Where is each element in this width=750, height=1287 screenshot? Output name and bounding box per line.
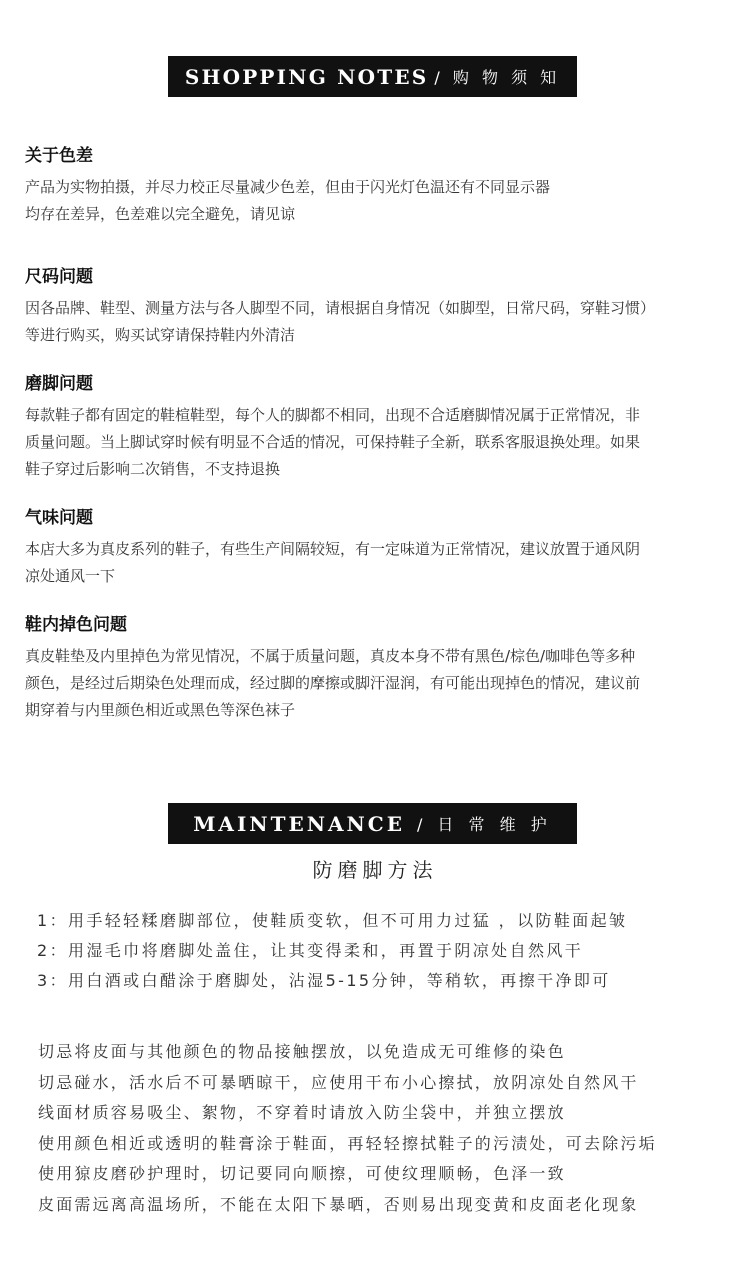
anti-chafing-method-heading: 防磨脚方法 <box>312 858 438 882</box>
maintenance-banner <box>168 803 577 844</box>
note-title: 尺码问题 <box>25 267 93 287</box>
note-sizing <box>25 265 745 349</box>
care-tip: 线面材质容易吸尘、絮物，不穿着时请放入防尘袋中，并独立摆放 <box>38 1103 566 1122</box>
maintenance-title-en: MAINTENANCE <box>193 811 405 836</box>
care-tip: 皮面需远离高温场所，不能在太阳下暴晒，否则易出现变黄和皮面老化现象 <box>38 1194 639 1214</box>
shopping-notes-banner <box>168 56 577 97</box>
care-tip: 使用颜色相近或透明的鞋膏涂于鞋面，再轻轻擦拭鞋子的污渍处，可去除污垢 <box>38 1133 657 1153</box>
method-step: 2：用湿毛巾将磨脚处盖住，让其变得柔和，再置于阴凉处自然风干 <box>37 941 584 960</box>
note-body: 每款鞋子都有固定的鞋楦鞋型，每个人的脚都不相同，出现不合适磨脚情况属于正常情况，非 质量问题。当上脚试穿时候有明显不合适的情况，可保持鞋子全新，联系客服退换处理。如果 鞋子穿过后影响二次销售，不支持退换 <box>25 406 641 478</box>
note-title: 气味问题 <box>25 508 93 528</box>
care-tips-list <box>38 1037 743 1220</box>
care-tip: 使用猄皮磨砂护理时，切记要同向顺擦，可使纹理顺畅，色泽一致 <box>38 1164 566 1183</box>
note-body: 真皮鞋垫及内里掉色为常见情况，不属于质量问题，真皮本身不带有黑色/棕色/咖啡色等多种 颜色，是经过后期染色处理而成，经过脚的摩擦或脚汗湿润，有可能出现掉色的情况，建议前 期穿着与内里颜色相近或黑色等深色袜子 <box>25 647 641 719</box>
note-title: 磨脚问题 <box>25 374 93 394</box>
note-body: 本店大多为真皮系列的鞋子，有些生产间隔较短，有一定味道为正常情况，建议放置于通风阴 凉处通风一下 <box>25 540 641 585</box>
method-step: 3：用白酒或白醋涂于磨脚处，沾湿5-15分钟，等稍软，再擦干净即可 <box>37 971 611 990</box>
maintenance-title-cn: / 日 常 维 护 <box>416 815 552 834</box>
shopping-notes-title-cn: / 购 物 须 知 <box>434 68 561 87</box>
care-tip: 切忌将皮面与其他颜色的物品接触摆放，以免造成无可维修的染色 <box>38 1042 566 1061</box>
note-chafing <box>25 372 745 483</box>
note-body: 产品为实物拍摄，并尽力校正尽量减少色差，但由于闪光灯色温还有不同显示器 均存在差异，色差难以完全避免，请见谅 <box>25 178 551 223</box>
note-color-difference <box>25 144 745 228</box>
note-odor <box>25 506 745 590</box>
note-body: 因各品牌、鞋型、测量方法与各人脚型不同，请根据自身情况（如脚型，日常尺码，穿鞋习惯） 等进行购买，购买试穿请保持鞋内外清洁 <box>25 299 656 344</box>
note-color-bleeding <box>25 613 745 724</box>
note-title: 鞋内掉色问题 <box>25 615 127 635</box>
note-title: 关于色差 <box>25 146 93 166</box>
method-step: 1：用手轻轻糅磨脚部位，使鞋质变软，但不可用力过猛 ，以防鞋面起皱 <box>37 911 628 930</box>
care-tip: 切忌碰水，活水后不可暴晒晾干，应使用干布小心擦拭，放阴凉处自然风干 <box>38 1072 639 1092</box>
shopping-notes-title-en: SHOPPING NOTES <box>184 64 429 89</box>
anti-chafing-method-list <box>37 906 737 996</box>
